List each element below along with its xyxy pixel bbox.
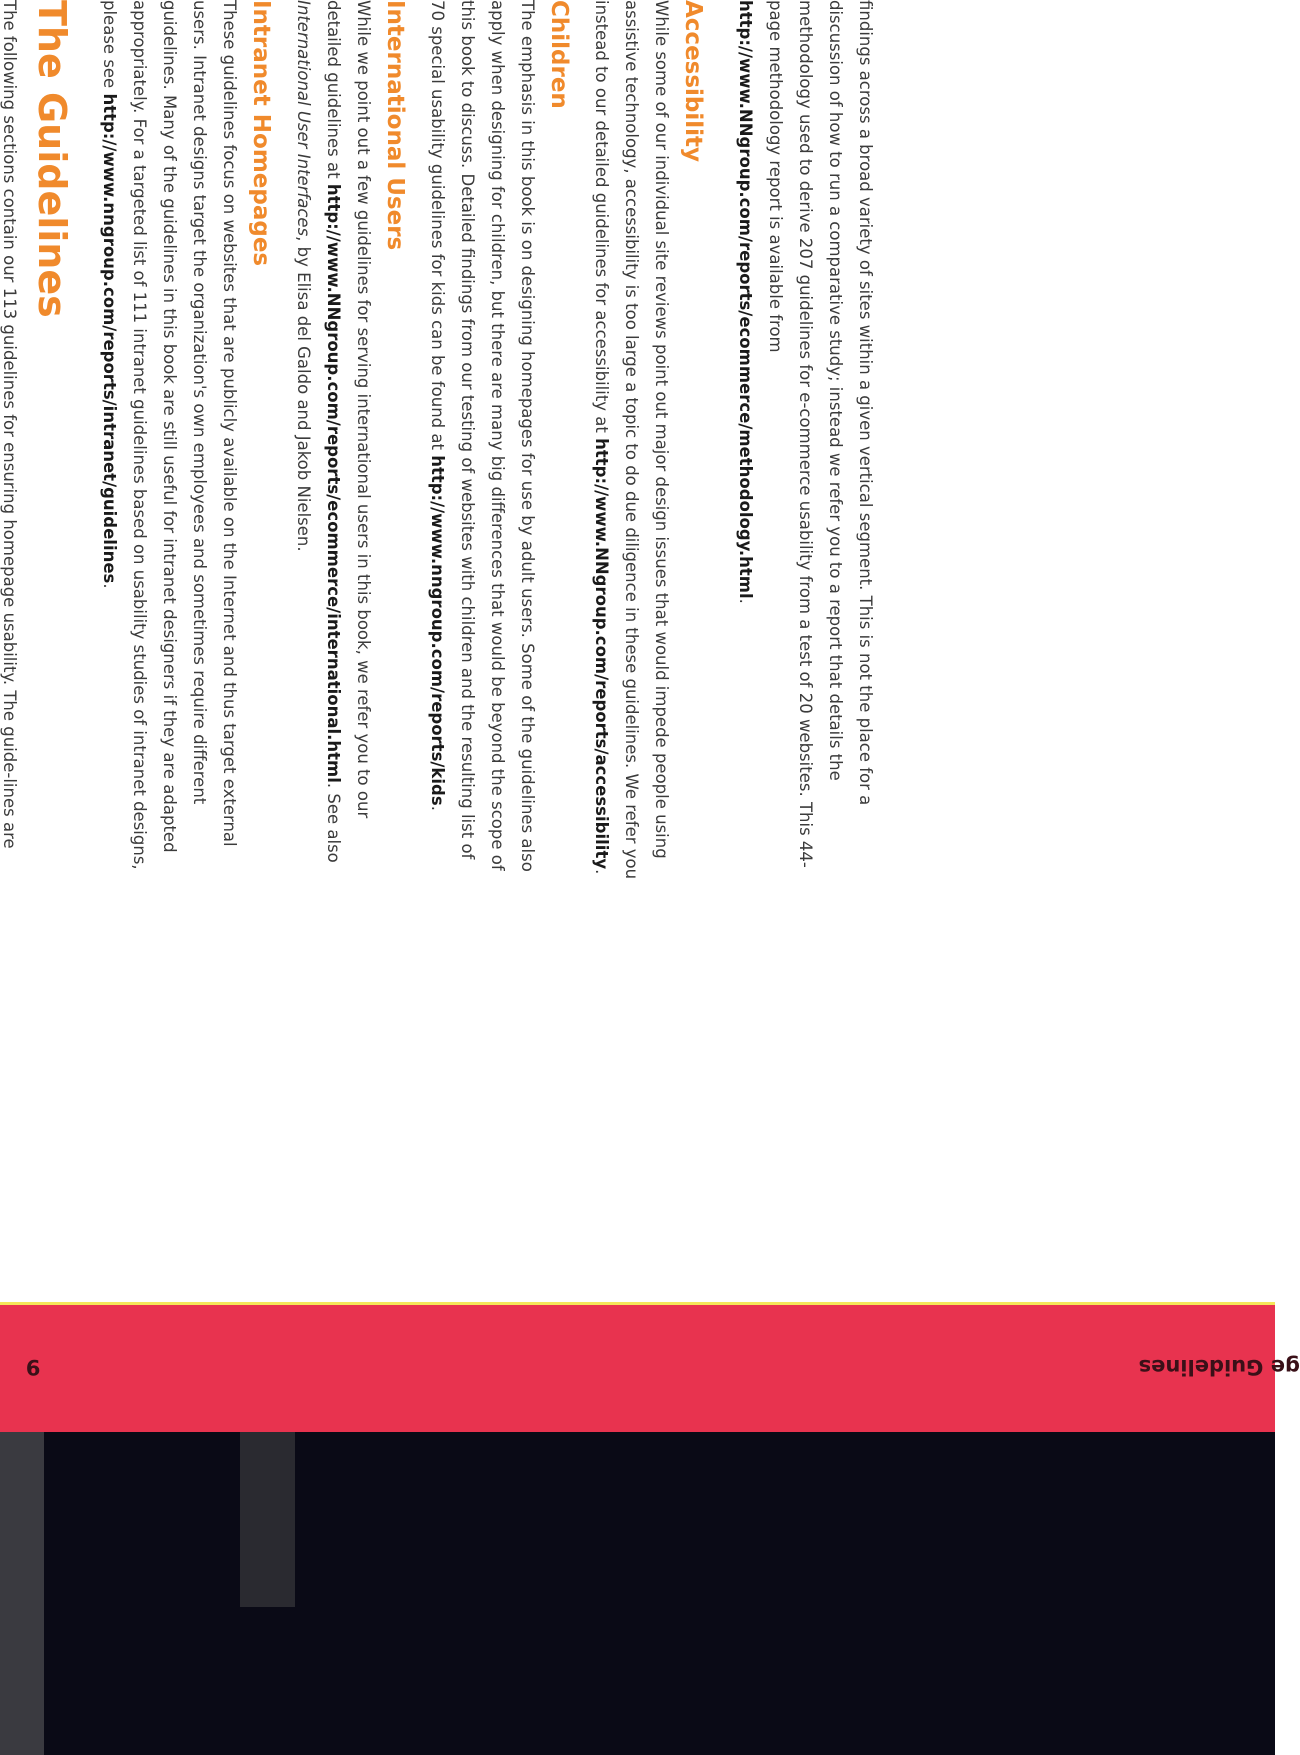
accessibility-text: While some of our individual site reviews point out major design issues that would impede people using assistive technology, accessibility is too large a topic to do due diligence in these guidelines. We refer you instead to our detailed guidelines for accessibility at: [592, 0, 671, 880]
intro-text: findings across a broad variety of sites within a given vertical segment. This is not the place for a discussion of how to run a comparative study; instead we refer you to a report that details the methodology used to derive 207 guidelines for e-commerce usability from a test of 20 websites. This 44-page methodology report is available from: [766, 0, 875, 868]
accessibility-heading: Accessibility: [680, 0, 706, 163]
methodology-link[interactable]: http://www.NNgroup.com/reports/ecommerce/methodology.html: [736, 0, 755, 599]
intro-paragraph: [730, 0, 880, 880]
accessibility-link[interactable]: http://www.NNgroup.com/reports/accessibility: [592, 438, 611, 870]
intranet-paragraph: [94, 0, 244, 880]
intranet-heading: Intranet Homepages: [248, 0, 274, 267]
guidelines-section: [0, 0, 74, 1290]
kids-link[interactable]: http://www.nngroup.com/reports/kids: [428, 455, 447, 806]
guidelines-heading: The Guidelines: [30, 0, 74, 318]
children-text: The emphasis in this book is on designing homepages for use by adult users. Some of the guidelines also apply when designing for children, but there are many big differences that would be beyond the scope of this book to discuss. Detailed findings from our testing of websites with children and the resulting list of 70 special usability guidelines for kids can be found at: [428, 0, 537, 872]
intranet-section: [94, 0, 274, 1290]
intranet-text-end: .: [100, 583, 119, 589]
book-title: International User Interfaces: [294, 0, 313, 237]
accessibility-paragraph: [586, 0, 676, 880]
children-section: [422, 0, 572, 1290]
page-number: 9: [25, 1355, 41, 1379]
scan-background: [0, 1432, 1275, 1755]
children-text-end: .: [428, 805, 447, 811]
footer-title: ge Guidelines: [1138, 1355, 1300, 1379]
intranet-text: These guidelines focus on websites that are publicly available on the Internet and thus target external users. Intranet designs target the organization's own employees and sometimes require different guidelines. Many of the guidelines in this book are still useful for intranet designers if they are adapted appropriately. For a targeted list of 111 intranet guidelines based on usability studies of intranet designs, please see: [100, 0, 239, 870]
international-link[interactable]: http://www.NNgroup.com/reports/ecommerce/international.html: [324, 183, 343, 783]
international-section: [288, 0, 408, 1290]
scan-shadow: [240, 1432, 295, 1607]
intranet-link[interactable]: http://www.nngroup.com/reports/intranet/guidelines: [100, 93, 119, 584]
international-paragraph: [288, 0, 378, 880]
footer-accent-line: [0, 1302, 1275, 1305]
international-text-end: , by Elisa del Galdo and Jakob Nielsen.: [294, 236, 313, 552]
intro-text-end: .: [736, 598, 755, 604]
children-paragraph: [422, 0, 542, 880]
international-text: While we point out a few guidelines for serving international users in this book, we refer you to our detailed guidelines at: [324, 0, 373, 819]
accessibility-section: [586, 0, 706, 1290]
international-text-mid: . See also: [324, 782, 343, 863]
accessibility-text-end: .: [592, 869, 611, 875]
children-heading: Children: [546, 0, 572, 109]
guidelines-paragraph: The following sections contain our 113 guidelines for ensuring homepage usability. The guide-lines are: [0, 0, 19, 849]
international-heading: International Users: [382, 0, 408, 251]
intro-section: [730, 0, 880, 1290]
scan-edge: [0, 1432, 44, 1755]
footer-band: [0, 1302, 1300, 1432]
